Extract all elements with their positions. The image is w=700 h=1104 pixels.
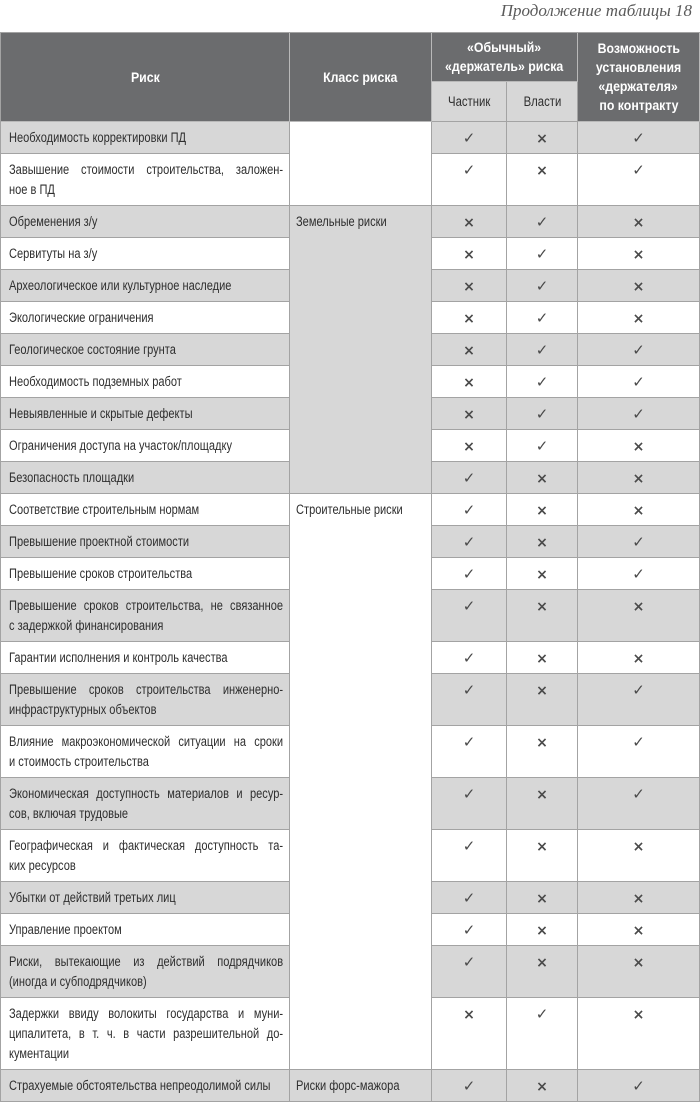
check-mark-icon: ✓: [462, 921, 476, 939]
cross-mark-icon: ×: [632, 439, 645, 455]
risk-text-line: Геологическое состояние грунта: [9, 342, 176, 357]
check-mark-icon: ✓: [462, 597, 476, 615]
risk-cell: [1, 590, 290, 642]
check-mark-icon: ✓: [632, 565, 645, 583]
risk-cell: [1, 398, 290, 430]
header-risk-cell: [1, 33, 290, 122]
risk-text-line: Сервитуты на з/у: [9, 246, 98, 261]
cross-mark-icon: ×: [536, 923, 548, 939]
government-holder-cell: [507, 334, 578, 366]
private-holder-cell: [432, 590, 507, 642]
header-risk-holder-line: «держатель» риска: [445, 58, 564, 74]
risk-text-line: Задержки ввиду волокиты государства и муни-: [9, 1006, 284, 1021]
private-holder-cell: [432, 154, 507, 206]
risk-text-line: и стоимость строительства: [9, 754, 149, 769]
risk-text-line: Необходимость корректировки ПД: [9, 130, 187, 145]
private-holder-cell: [432, 946, 507, 998]
risk-text-line: Гарантии исполнения и контроль качества: [9, 650, 228, 665]
risk-text-line: Превышение сроков строительства: [9, 566, 193, 581]
cross-mark-icon: ×: [463, 1007, 475, 1023]
check-mark-icon: ✓: [462, 501, 476, 519]
contract-holder-cell: [578, 674, 700, 726]
risk-text-line: Превышение сроков строительства инженерно-: [9, 682, 284, 697]
check-mark-icon: ✓: [462, 649, 476, 667]
cross-mark-icon: ×: [536, 163, 548, 179]
check-mark-icon: ✓: [535, 437, 549, 455]
risk-text-line: Безопасность площадки: [9, 470, 135, 485]
risk-class-cell: [290, 206, 432, 494]
risk-cell: [1, 998, 290, 1070]
check-mark-icon: ✓: [462, 837, 476, 855]
check-mark-icon: ✓: [462, 533, 476, 551]
cross-mark-icon: ×: [536, 891, 548, 907]
risk-cell: [1, 494, 290, 526]
cross-mark-icon: ×: [463, 343, 475, 359]
check-mark-icon: ✓: [535, 245, 549, 263]
check-mark-icon: ✓: [535, 1005, 549, 1023]
contract-holder-cell: [578, 334, 700, 366]
contract-holder-cell: [578, 590, 700, 642]
cross-mark-icon: ×: [463, 407, 475, 423]
risk-cell: [1, 778, 290, 830]
cross-mark-icon: ×: [536, 503, 548, 519]
risk-cell: [1, 1070, 290, 1102]
contract-holder-cell: [578, 366, 700, 398]
cross-mark-icon: ×: [536, 131, 548, 147]
cross-mark-icon: ×: [632, 599, 645, 615]
cross-mark-icon: ×: [632, 247, 645, 263]
cross-mark-icon: ×: [632, 955, 645, 971]
check-mark-icon: ✓: [632, 533, 645, 551]
government-holder-cell: [507, 270, 578, 302]
cross-mark-icon: ×: [463, 279, 475, 295]
risk-cell: [1, 238, 290, 270]
private-holder-cell: [432, 642, 507, 674]
risk-text-line: Превышение сроков строительства, не связанное: [9, 598, 284, 613]
risk-text-line: ное в ПД: [9, 182, 55, 197]
contract-holder-cell: [578, 154, 700, 206]
risk-cell: [1, 882, 290, 914]
risk-cell: [1, 430, 290, 462]
private-holder-cell: [432, 430, 507, 462]
government-holder-cell: [507, 778, 578, 830]
contract-holder-cell: [578, 778, 700, 830]
contract-holder-cell: [578, 494, 700, 526]
private-holder-cell: [432, 830, 507, 882]
risk-cell: [1, 914, 290, 946]
risk-text-line: Географическая и фактическая доступность та-: [9, 838, 284, 853]
risk-cell: [1, 558, 290, 590]
government-holder-cell: [507, 642, 578, 674]
risk-table: [0, 32, 700, 1102]
private-holder-cell: [432, 122, 507, 154]
contract-holder-cell: [578, 430, 700, 462]
cross-mark-icon: ×: [632, 311, 645, 327]
cross-mark-icon: ×: [632, 923, 645, 939]
cross-mark-icon: ×: [536, 471, 548, 487]
check-mark-icon: ✓: [632, 681, 645, 699]
government-holder-cell: [507, 398, 578, 430]
check-mark-icon: ✓: [462, 889, 476, 907]
table-continuation-caption: Продолжение таблицы 18: [500, 1, 692, 20]
contract-holder-cell: [578, 270, 700, 302]
cross-mark-icon: ×: [463, 311, 475, 327]
check-mark-icon: ✓: [632, 405, 645, 423]
header-contract-line: Возможность: [597, 40, 680, 56]
risk-cell: [1, 366, 290, 398]
cross-mark-icon: ×: [463, 247, 475, 263]
risk-text-line: Влияние макроэкономической ситуации на сроки: [9, 734, 284, 749]
private-holder-cell: [432, 494, 507, 526]
risk-cell: [1, 122, 290, 154]
government-holder-cell: [507, 122, 578, 154]
check-mark-icon: ✓: [535, 277, 549, 295]
cross-mark-icon: ×: [536, 735, 548, 751]
government-holder-cell: [507, 238, 578, 270]
risk-class-cell: [290, 1070, 432, 1102]
check-mark-icon: ✓: [632, 733, 645, 751]
risk-class-label: Строительные риски: [296, 502, 403, 517]
risk-text-line: кументации: [9, 1046, 70, 1061]
risk-text-line: Соответствие строительным нормам: [9, 502, 200, 517]
cross-mark-icon: ×: [632, 839, 645, 855]
government-holder-cell: [507, 302, 578, 334]
government-holder-cell: [507, 206, 578, 238]
risk-cell: [1, 526, 290, 558]
private-holder-cell: [432, 526, 507, 558]
risk-cell: [1, 154, 290, 206]
header-risk-holder-line: «Обычный»: [467, 39, 542, 55]
cross-mark-icon: ×: [632, 651, 645, 667]
government-holder-cell: [507, 1070, 578, 1102]
risk-class-label: Риски форс-мажора: [296, 1078, 400, 1093]
check-mark-icon: ✓: [535, 405, 549, 423]
cross-mark-icon: ×: [536, 1079, 548, 1095]
government-holder-cell: [507, 558, 578, 590]
contract-holder-cell: [578, 302, 700, 334]
risk-text-line: Экологические ограничения: [9, 310, 154, 325]
government-holder-cell: [507, 882, 578, 914]
private-holder-cell: [432, 726, 507, 778]
check-mark-icon: ✓: [632, 1077, 645, 1095]
header-risk-class-cell: [290, 33, 432, 122]
risk-cell: [1, 642, 290, 674]
government-holder-cell: [507, 674, 578, 726]
cross-mark-icon: ×: [536, 683, 548, 699]
contract-holder-cell: [578, 726, 700, 778]
cross-mark-icon: ×: [632, 279, 645, 295]
risk-text-line: Ограничения доступа на участок/площадку: [9, 438, 232, 453]
check-mark-icon: ✓: [535, 341, 549, 359]
risk-text-line: сов, включая трудовые: [9, 806, 129, 821]
contract-holder-cell: [578, 462, 700, 494]
cross-mark-icon: ×: [536, 651, 548, 667]
private-holder-cell: [432, 270, 507, 302]
cross-mark-icon: ×: [632, 1007, 645, 1023]
risk-cell: [1, 726, 290, 778]
risk-cell: [1, 270, 290, 302]
check-mark-icon: ✓: [462, 785, 476, 803]
risk-class-label: Земельные риски: [296, 214, 387, 229]
contract-holder-cell: [578, 398, 700, 430]
private-holder-cell: [432, 998, 507, 1070]
private-holder-cell: [432, 462, 507, 494]
government-holder-cell: [507, 726, 578, 778]
risk-text-line: Страхуемые обстоятельства непреодолимой силы: [9, 1078, 271, 1093]
private-holder-cell: [432, 674, 507, 726]
check-mark-icon: ✓: [632, 785, 645, 803]
risk-text-line: инфраструктурных объектов: [9, 702, 157, 717]
check-mark-icon: ✓: [462, 1077, 476, 1095]
risk-text-line: Необходимость подземных работ: [9, 374, 182, 389]
check-mark-icon: ✓: [462, 565, 476, 583]
contract-holder-cell: [578, 526, 700, 558]
check-mark-icon: ✓: [462, 733, 476, 751]
contract-holder-cell: [578, 558, 700, 590]
contract-holder-cell: [578, 1070, 700, 1102]
risk-cell: [1, 946, 290, 998]
cross-mark-icon: ×: [632, 215, 645, 231]
check-mark-icon: ✓: [535, 309, 549, 327]
private-holder-cell: [432, 398, 507, 430]
header-risk-holder-cell: [432, 33, 578, 82]
risk-text-line: Завышение стоимости строительства, заложен-: [9, 162, 284, 177]
cross-mark-icon: ×: [632, 891, 645, 907]
check-mark-icon: ✓: [632, 373, 645, 391]
cross-mark-icon: ×: [536, 535, 548, 551]
risk-class-cell: [290, 122, 432, 206]
private-holder-cell: [432, 914, 507, 946]
government-holder-cell: [507, 366, 578, 398]
private-holder-cell: [432, 238, 507, 270]
risk-cell: [1, 462, 290, 494]
contract-holder-cell: [578, 642, 700, 674]
government-holder-cell: [507, 430, 578, 462]
private-holder-cell: [432, 334, 507, 366]
check-mark-icon: ✓: [535, 213, 549, 231]
contract-holder-cell: [578, 882, 700, 914]
risk-class-cell: [290, 494, 432, 1070]
government-holder-cell: [507, 590, 578, 642]
contract-holder-cell: [578, 122, 700, 154]
cross-mark-icon: ×: [463, 375, 475, 391]
check-mark-icon: ✓: [462, 953, 476, 971]
private-holder-cell: [432, 206, 507, 238]
government-holder-cell: [507, 462, 578, 494]
check-mark-icon: ✓: [632, 341, 645, 359]
cross-mark-icon: ×: [536, 599, 548, 615]
risk-text-line: Экономическая доступность материалов и ресур-: [9, 786, 284, 801]
contract-holder-cell: [578, 830, 700, 882]
government-holder-cell: [507, 830, 578, 882]
contract-holder-cell: [578, 238, 700, 270]
government-holder-cell: [507, 526, 578, 558]
check-mark-icon: ✓: [462, 469, 476, 487]
government-holder-cell: [507, 998, 578, 1070]
risk-text-line: (иногда и субподрядчиков): [9, 974, 147, 989]
private-holder-cell: [432, 778, 507, 830]
contract-holder-cell: [578, 914, 700, 946]
cross-mark-icon: ×: [536, 839, 548, 855]
header-government-cell: [507, 82, 578, 122]
cross-mark-icon: ×: [536, 955, 548, 971]
risk-text-line: ципалитета, в т. ч. в части разрешительной до-: [9, 1026, 284, 1041]
cross-mark-icon: ×: [632, 471, 645, 487]
check-mark-icon: ✓: [462, 681, 476, 699]
risk-cell: [1, 334, 290, 366]
cross-mark-icon: ×: [463, 439, 475, 455]
government-holder-cell: [507, 914, 578, 946]
contract-holder-cell: [578, 946, 700, 998]
cross-mark-icon: ×: [536, 567, 548, 583]
risk-cell: [1, 674, 290, 726]
private-holder-cell: [432, 558, 507, 590]
check-mark-icon: ✓: [632, 161, 645, 179]
cross-mark-icon: ×: [463, 215, 475, 231]
private-holder-cell: [432, 882, 507, 914]
government-holder-cell: [507, 154, 578, 206]
government-holder-cell: [507, 946, 578, 998]
risk-text-line: ких ресурсов: [9, 858, 76, 873]
risk-cell: [1, 830, 290, 882]
risk-cell: [1, 302, 290, 334]
header-risk-label: Риск: [130, 68, 160, 85]
cross-mark-icon: ×: [632, 503, 645, 519]
header-contract-line: «держателя»: [598, 78, 679, 94]
risk-text-line: Управление проектом: [9, 922, 122, 937]
risk-text-line: Невыявленные и скрытые дефекты: [9, 406, 193, 421]
risk-cell: [1, 206, 290, 238]
risk-text-line: Убытки от действий третьих лиц: [9, 890, 176, 905]
private-holder-cell: [432, 366, 507, 398]
check-mark-icon: ✓: [535, 373, 549, 391]
contract-holder-cell: [578, 206, 700, 238]
header-contract-cell: [578, 33, 700, 122]
cross-mark-icon: ×: [536, 787, 548, 803]
header-private-label: Частник: [447, 94, 491, 109]
risk-text-line: Риски, вытекающие из действий подрядчиков: [9, 954, 284, 969]
header-risk-class-label: Класс риска: [323, 68, 398, 85]
risk-text-line: Археологическое или культурное наследие: [9, 278, 232, 293]
risk-text-line: с задержкой финансирования: [9, 618, 164, 633]
risk-text-line: Обременения з/у: [9, 214, 98, 229]
header-private-cell: [432, 82, 507, 122]
check-mark-icon: ✓: [632, 129, 645, 147]
private-holder-cell: [432, 1070, 507, 1102]
check-mark-icon: ✓: [462, 161, 476, 179]
contract-holder-cell: [578, 998, 700, 1070]
header-government-label: Власти: [523, 94, 561, 109]
government-holder-cell: [507, 494, 578, 526]
header-contract-line: установления: [595, 59, 682, 75]
risk-text-line: Превышение проектной стоимости: [9, 534, 190, 549]
check-mark-icon: ✓: [462, 129, 476, 147]
private-holder-cell: [432, 302, 507, 334]
header-contract-line: по контракту: [598, 97, 679, 113]
